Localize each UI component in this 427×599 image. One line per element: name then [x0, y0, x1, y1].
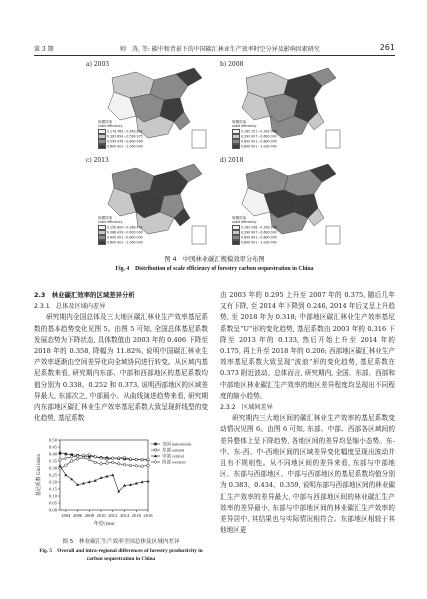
x-tick-label: 2004 [61, 513, 71, 518]
data-point [135, 465, 138, 468]
y-axis-label: 基尼系数 Gini index [37, 453, 42, 497]
legend-title: 规模效率 [232, 120, 247, 124]
data-point [141, 465, 144, 468]
paragraph: 由 2003 年的 0.295 上升至 2007 年的 0.375, 随后几年又有下降, 至 2014 年下降到 0.246, 2014 年后又呈上升趋势, 至 2018 年为 0.318; 中部地区碳汇林业生产效率基尼系数呈“U”形的变化趋势, 基尼系数由 2003 年的 0.316 下降至 2013 年的 0.133, 然后开始上升至 2014 年的 0.175, 再上升至 2018 年的 0.206; 西部地区碳汇林业生产效率基尼系数大致呈现“波浪”形的变化趋势, 基尼系数在 0.373 附近波动。总体而言, 研究期内, 全国、东部、西部和中部地区林业碳汇生产效率的地区差异程度均呈现出不同程度的缩小趋势。 [220, 291, 395, 400]
figure-4-maps [84, 60, 346, 250]
data-point [59, 452, 62, 455]
legend-label: 中部 central [162, 453, 184, 459]
map-panel-label: c) 2013 [86, 157, 109, 164]
map-panel-label: b) 2008 [220, 61, 244, 68]
x-tick-label: 2014 [119, 513, 130, 518]
issue-number: 第 3 期 [34, 46, 54, 53]
x-tick-label: 2006 [73, 513, 83, 518]
map-panel [218, 156, 346, 248]
section-heading-2-3: 2.3 林业碳汇效率的区域差异分析 [34, 291, 135, 299]
legend-swatch [232, 144, 240, 149]
legend-item [98, 144, 143, 149]
data-point [129, 464, 132, 467]
legend-label: 东部 eastern [162, 447, 185, 453]
legend-label: 0.600 001～0.800 000 [241, 139, 277, 144]
map-legend [98, 216, 143, 245]
data-point [65, 453, 68, 456]
legend-label: 0.599 976～0.800 000 [107, 139, 143, 144]
left-column [34, 290, 208, 424]
legend-label: 0.600 001～0.800 000 [241, 235, 277, 240]
y-tick-label: 0.05 [48, 500, 57, 506]
legend-label: 0.800 001～1.000 000 [241, 240, 277, 245]
header-rule [34, 55, 395, 56]
legend-item [98, 240, 143, 245]
plot-frame [60, 440, 148, 510]
y-tick-label: 0.40 [48, 451, 57, 457]
y-tick-label: 0.15 [48, 486, 57, 492]
data-point [59, 458, 62, 461]
legend-label: 0.363 693～0.599 975 [107, 134, 143, 139]
figure-5-chart [34, 436, 208, 528]
data-point [65, 464, 68, 467]
running-title: 帅 涛, 等: 碳中和背景下的中国碳汇林业生产效率时空分异及影响因素研究 [120, 46, 320, 53]
section-heading-2-3-1: 2.3.1 总体及区域内差异 [34, 303, 106, 311]
map-legend [232, 216, 277, 245]
legend-label: 全国 nationwide [162, 441, 192, 447]
x-tick-label: 2008 [84, 513, 94, 518]
data-point [154, 449, 157, 452]
map-panel [84, 60, 212, 152]
data-point [94, 461, 97, 464]
legend-label: 0.163 208～0.399 996 [241, 225, 277, 230]
gini-line-chart [34, 436, 208, 528]
figure-5-caption-en: Fig. 5 Overall and intra-regional differences of forestry productivity in carbon sequestration in China [39, 548, 203, 562]
legend-label: 0.800 001～1.000 000 [107, 240, 143, 245]
legend-title: 规模效率 [98, 216, 113, 220]
legend-label: 0.165 151～0.393 006 [241, 129, 277, 134]
data-point [112, 461, 115, 464]
data-point [70, 478, 73, 481]
legend-swatch [232, 240, 240, 245]
section-heading-2-3-2: 2.3.2 区域间差异 [220, 404, 273, 412]
map-panel [84, 156, 212, 248]
legend-label: 0.600 001～0.800 000 [107, 235, 143, 240]
south-china-sea-inset [192, 226, 206, 244]
figure-4-caption-en: Fig. 4 Distribution of scale efficiency of forestry carbon sequestration in China [115, 266, 314, 272]
data-point [88, 458, 91, 461]
series-line [60, 466, 148, 492]
y-tick-label: 0.35 [48, 458, 57, 464]
x-tick-label: 2016 [131, 513, 141, 518]
legend-label: 0.150 600～0.386 432 [107, 225, 143, 230]
data-point [59, 464, 62, 467]
data-point [70, 460, 73, 463]
legend-item [232, 144, 277, 149]
data-point [100, 463, 103, 466]
data-point [147, 480, 150, 483]
series-line [60, 455, 148, 460]
y-tick-label: 0.10 [48, 493, 57, 499]
south-china-sea-inset [326, 130, 340, 148]
legend-label: 0.399 997～0.600 000 [241, 230, 277, 235]
x-tick-label: 2010 [96, 513, 106, 518]
legend-subtitle: scale efficiency [232, 220, 257, 225]
legend-subtitle: scale efficiency [98, 124, 123, 129]
legend-label: 西部 western [162, 459, 186, 465]
y-tick-label: 0.30 [48, 465, 57, 471]
legend-title: 规模效率 [232, 216, 247, 220]
figure-4-caption-cn: 图 4 中国林业碳汇规模效率分布图 [164, 256, 265, 263]
data-point [64, 457, 67, 460]
map-panel [218, 60, 346, 152]
map-legend [98, 120, 143, 149]
legend-swatch [98, 144, 106, 149]
legend-swatch [98, 240, 106, 245]
legend-item [232, 240, 277, 245]
x-axis-label: 年份/year [93, 521, 115, 527]
map-panel-label: a) 2003 [86, 61, 110, 68]
page-number: 261 [379, 43, 395, 52]
right-column [220, 290, 395, 536]
paragraph: 研究期内三大地区间的碳汇林业生产效率的基尼系数变动情况见图 6。由图 6 可知, 东部、中部、西部各区域间的差异整体上呈下降趋势, 各地区间的差异均呈缩小态势。东-中、东-西、中-西地区间的区域差异变化幅度呈现出波动并且有不规则性。从不同地区间的差异来看, 东部与中部地区、东部与西部地区、中部与西部地区的基尼系数均值分别为 0.383、0.434、0.359, 说明东部与西部地区间的林业碳汇生产效率的差异最大, 中部与西部地区间的林业碳汇生产效率的差异最小, 东部与中部地区间的林业碳汇生产效率的差异居中, 其结果也与实际情况相符合。东部地区相较于其他地区更 [220, 414, 396, 535]
legend-label: 0.393 007～0.600 000 [241, 134, 277, 139]
legend-subtitle: scale efficiency [98, 220, 123, 225]
x-tick-label: 2012 [108, 513, 118, 518]
y-tick-label: 0.00 [48, 507, 57, 513]
data-point [117, 463, 120, 466]
y-tick-label: 0.25 [48, 472, 57, 478]
legend-label: 0.800 001～1.000 000 [241, 144, 277, 149]
legend-title: 规模效率 [98, 120, 113, 124]
data-point [59, 467, 62, 470]
legend-label: 0.179 785～0.363 692 [107, 129, 143, 134]
data-point [111, 473, 114, 476]
legend-label: 0.800 001～1.000 000 [107, 144, 143, 149]
map-legend [232, 120, 277, 149]
figure-5-caption-cn: 图 5 林业碳汇生产效率全国总体及区域内差异 [62, 539, 180, 545]
paragraph: 研究期内全国总体及三大地区碳汇林业生产效率基尼系数的基本趋势变化见图 5。由图 5 可知, 全国总体基尼系数发展态势为下降状态, 具体数值由 2003 年的 0.406 下降至 2018 年的 0.358, 降幅为 11.82%, 说明中国碳汇林业生产效率逐渐由空间差异化向全域协同进行转变。从区域内基尼系数来看, 研究期内东部、中部和西部地区的基尼系数均值分别为 0.338、0.252 和 0.373, 说明西部地区的区域差异最大, 东部次之, 中部最小。从曲线演进趋势来看, 研究期内东部地区碳汇林业生产效率基尼系数大致呈现折线型的变化趋势, 基尼系数 [34, 313, 208, 423]
data-point [154, 443, 157, 446]
data-point [106, 462, 109, 465]
data-point [154, 460, 157, 463]
south-china-sea-inset [326, 226, 340, 244]
data-point [123, 463, 126, 466]
data-point [147, 464, 150, 467]
x-tick-label: 2018 [143, 513, 153, 518]
running-header [34, 44, 395, 54]
y-tick-label: 0.20 [48, 479, 57, 485]
y-tick-label: 0.50 [48, 437, 57, 443]
y-tick-label: 0.45 [48, 444, 57, 450]
map-panel-label: d) 2018 [220, 157, 244, 164]
legend-subtitle: scale efficiency [232, 124, 257, 129]
south-china-sea-inset [192, 130, 206, 148]
legend-label: 0.386 433～0.600 000 [107, 230, 143, 235]
